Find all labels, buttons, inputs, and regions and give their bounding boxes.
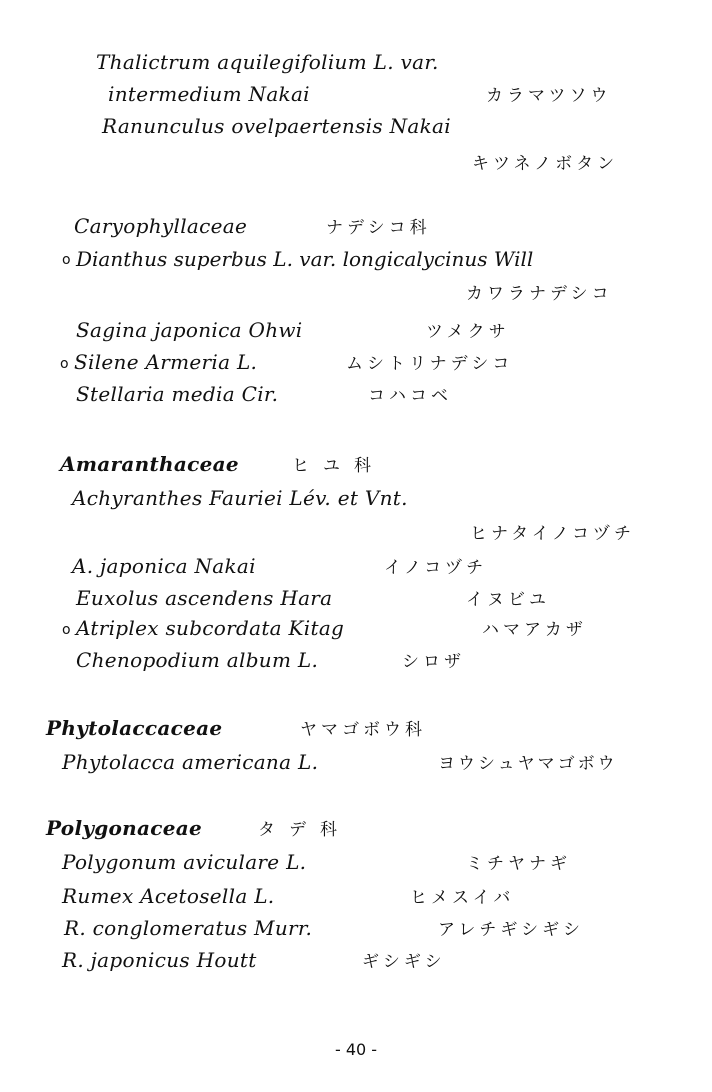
family-japanese-name: ヤマゴボウ科 <box>300 720 426 740</box>
japanese-name: イノコヅチ <box>384 558 488 578</box>
species-name: R. conglomeratus Murr. <box>64 916 313 940</box>
species-name: Thalictrum aquilegifolium L. var. <box>96 50 439 74</box>
species-name: Atriplex subcordata Kitag <box>76 616 345 640</box>
japanese-name: イヌビユ <box>466 590 550 610</box>
species-name: Dianthus superbus L. var. longicalycinus Will <box>76 247 534 271</box>
species-name: Polygonum aviculare L. <box>62 850 307 874</box>
family-name: Amaranthaceae <box>60 452 239 476</box>
species-name: Achyranthes Fauriei Lév. et Vnt. <box>72 486 408 510</box>
species-name: Sagina japonica Ohwi <box>76 318 303 342</box>
japanese-name: シロザ <box>402 652 465 672</box>
family-japanese-name: タデ科 <box>258 820 351 840</box>
japanese-name: ギシギシ <box>362 952 446 972</box>
species-name: Ranunculus ovelpaertensis Nakai <box>102 114 451 138</box>
japanese-name: ムシトリナデシコ <box>346 354 514 374</box>
checklist-mark: o <box>60 356 69 372</box>
japanese-name: アレチギシギシ <box>438 920 584 940</box>
checklist-mark: o <box>62 252 71 268</box>
species-name: Chenopodium album L. <box>76 648 319 672</box>
japanese-name: キツネノボタン <box>472 154 619 174</box>
japanese-name: カワラナデシコ <box>466 284 613 304</box>
species-name: R. japonicus Houtt <box>62 948 257 972</box>
japanese-name: ヒメスイバ <box>410 888 515 908</box>
species-name: A. japonica Nakai <box>72 554 256 578</box>
species-name: Silene Armeria L. <box>74 350 258 374</box>
family-japanese-name: ヒユ科 <box>292 456 385 476</box>
japanese-name: コハコベ <box>368 386 452 406</box>
page-number: - 40 - <box>334 1040 378 1059</box>
japanese-name: ヨウシュヤマゴボウ <box>438 754 618 774</box>
japanese-name: カラマツソウ <box>486 86 612 106</box>
family-name: Caryophyllaceae <box>74 214 248 238</box>
species-name: intermedium Nakai <box>108 82 310 106</box>
japanese-name: ヒナタイノコヅチ <box>470 524 635 544</box>
family-name: Phytolaccaceae <box>46 716 223 740</box>
family-name: Polygonaceae <box>46 816 203 840</box>
species-name: Phytolacca americana L. <box>62 750 319 774</box>
species-name: Rumex Acetosella L. <box>62 884 275 908</box>
japanese-name: ミチヤナギ <box>466 854 571 874</box>
species-name: Stellaria media Cir. <box>76 382 279 406</box>
japanese-name: ハマアカザ <box>482 620 587 640</box>
japanese-name: ツメクサ <box>426 322 510 342</box>
family-japanese-name: ナデシコ科 <box>326 218 431 238</box>
species-name: Euxolus ascendens Hara <box>76 586 333 610</box>
checklist-mark: o <box>62 622 71 638</box>
